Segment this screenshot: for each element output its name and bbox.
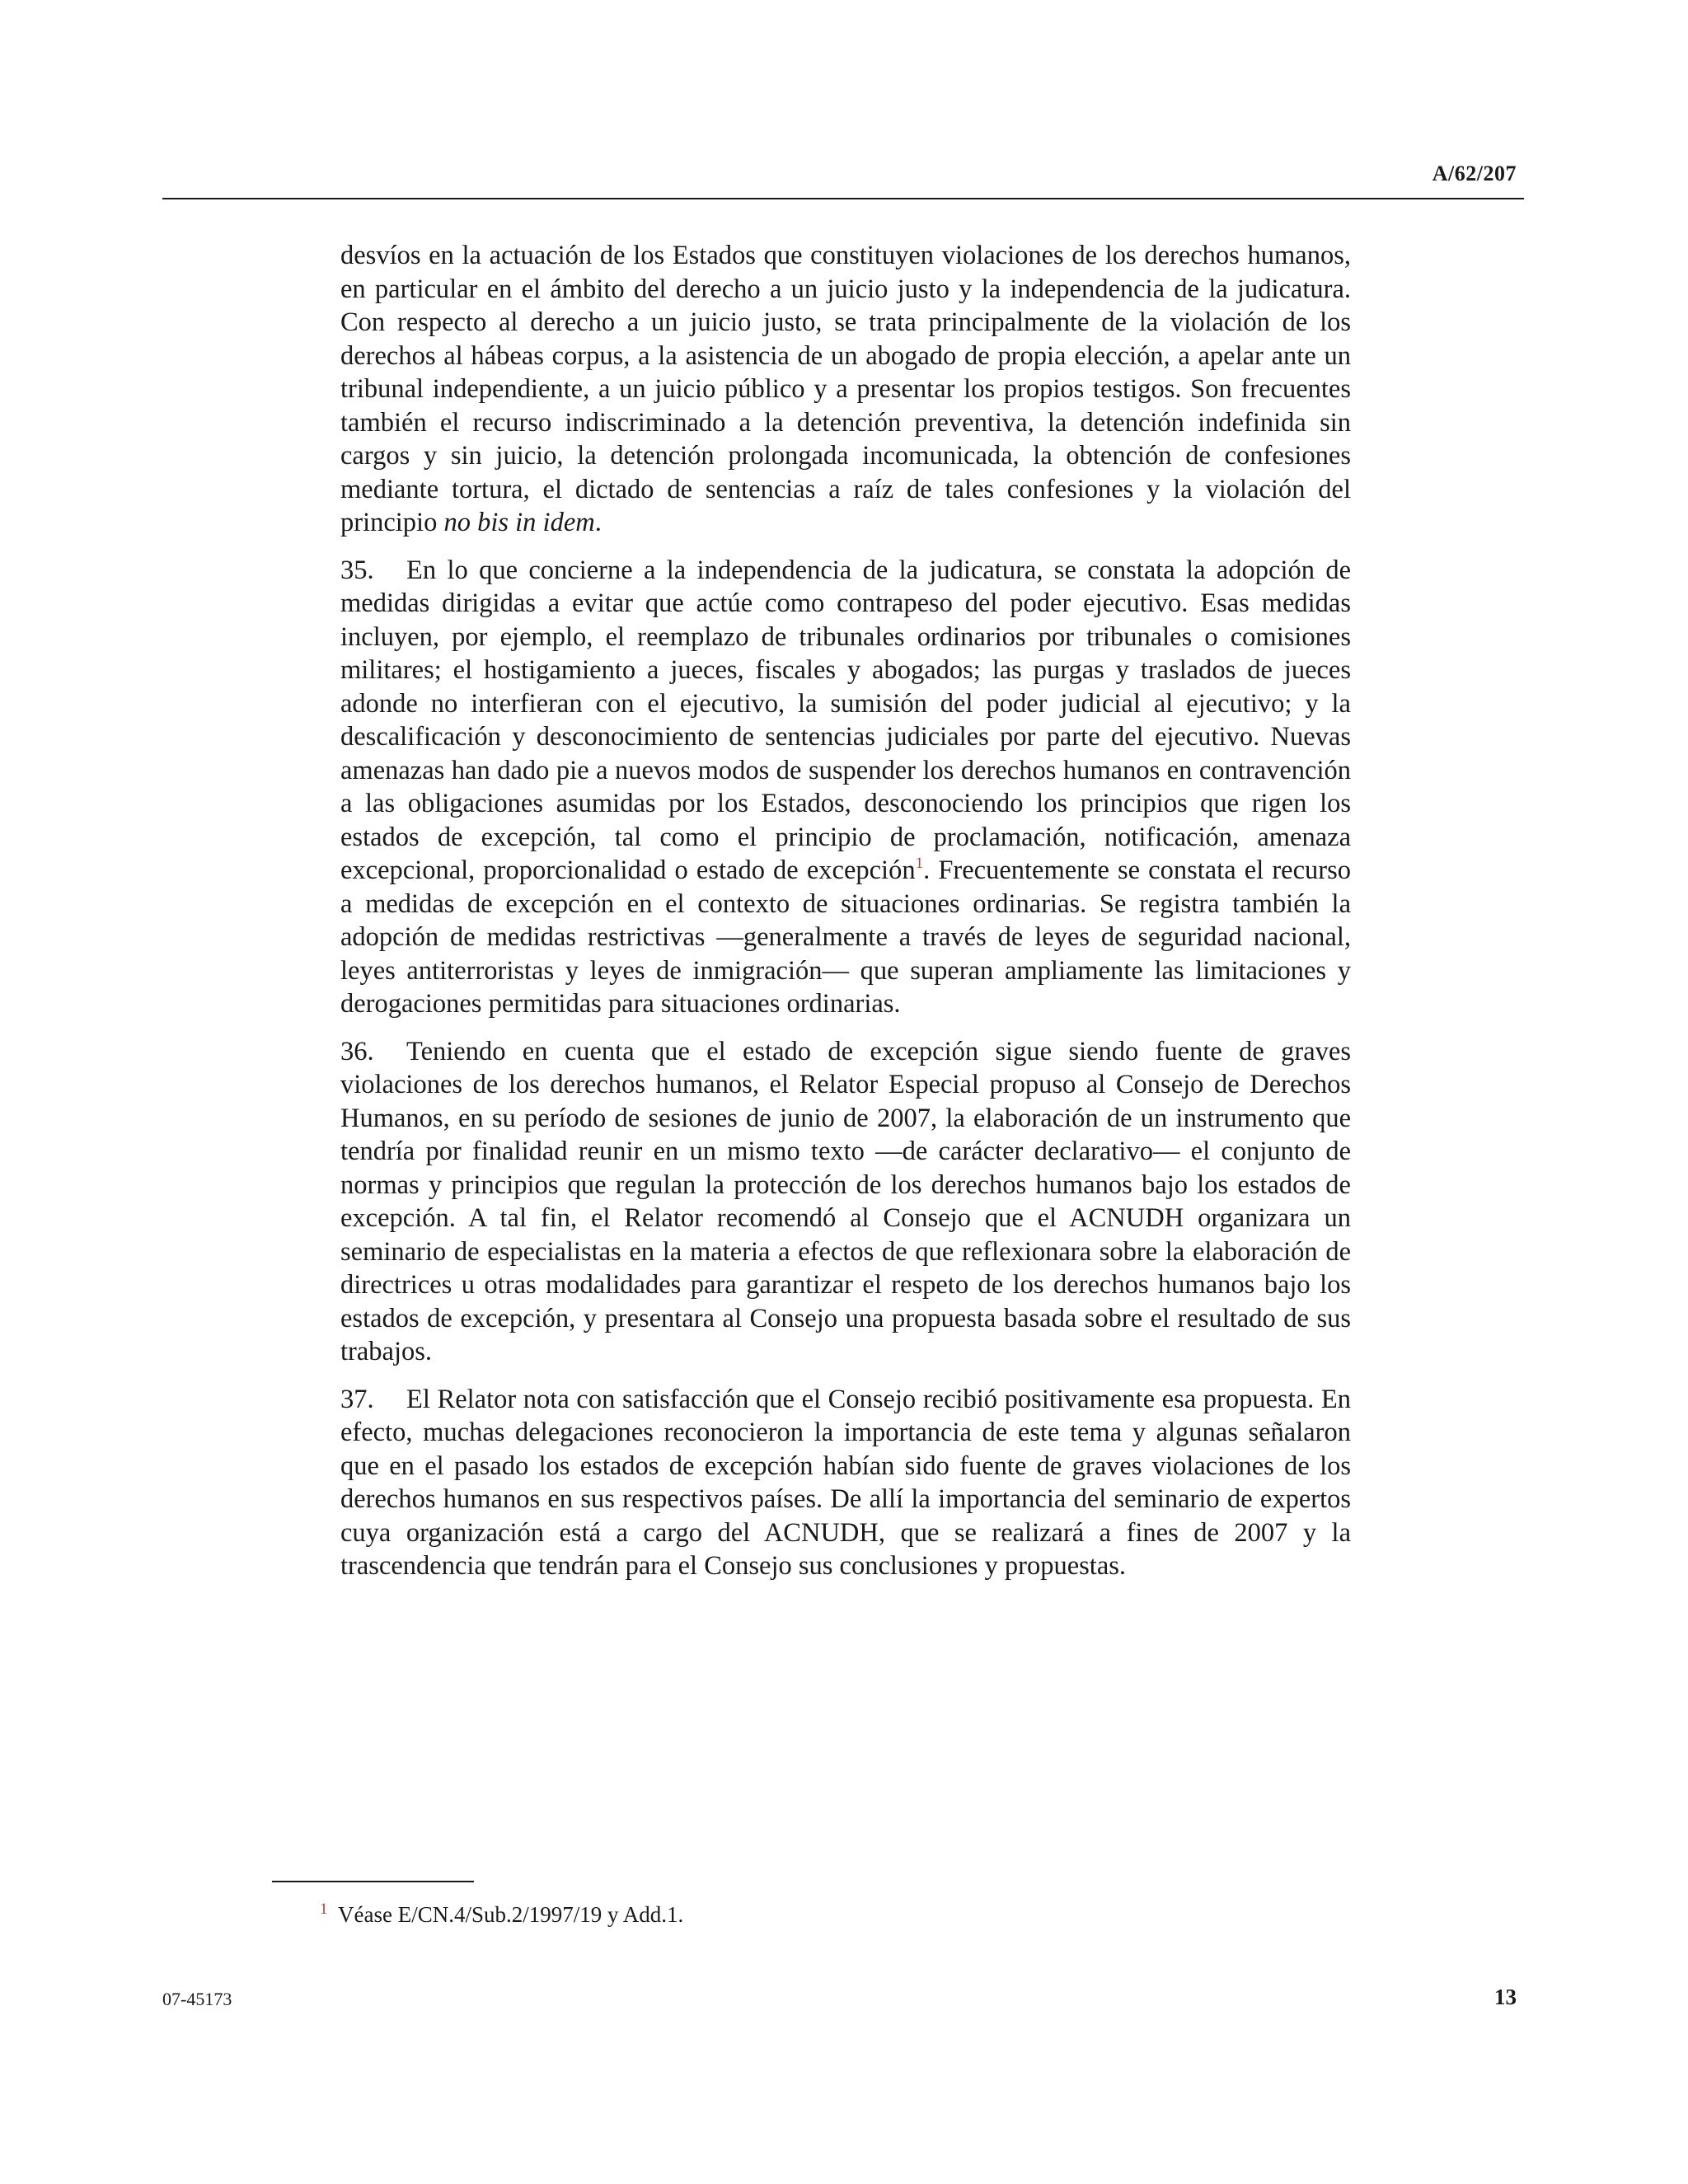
paragraph-number: 36.	[340, 1036, 374, 1066]
footnote-mark: 1	[320, 1900, 328, 1918]
paragraph-continued-text: desvíos en la actuación de los Estados que constituyen violaciones de los derechos humanos, en particular en el ámbito del derecho a un juicio justo y la independencia de la judicatura. Con respecto al derecho a un juicio justo, se trata principalmente de la violación de los derechos al hábeas corpus, a la asistencia de un abogado de propia elección, a apelar ante un tribunal independiente, a un juicio público y a presentar los propios testigos. Son frecuentes también el recurso indiscriminado a la detención preventiva, la detención indefinida sin cargos y sin juicio, la detención prolongada incomunicada, la obtención de confesiones mediante tortura, el dictado de sentencias a raíz de tales confesiones y la violación del principio	[340, 241, 1351, 537]
footnote-divider	[272, 1881, 474, 1882]
footnote	[320, 1896, 683, 1929]
paragraph-36	[340, 1035, 1351, 1369]
paragraph-36-text: Teniendo en cuenta que el estado de excepción sigue siendo fuente de graves violaciones de los derechos humanos, el Relator Especial propuso al Consejo de Derechos Humanos, en su período de sesiones de junio de 2007, la elaboración de un instrumento que tendría por finalidad reunir en un mismo texto —de carácter declarativo— el conjunto de normas y principios que regulan la protección de los derechos humanos bajo los estados de excepción. A tal fin, el Relator recomendó al Consejo que el ACNUDH organizara un seminario de especialistas en la materia a efectos de que reflexionara sobre la elaboración de directrices u otras modalidades para garantizar el respeto de los derechos humanos bajo los estados de excepción, y presentara al Consejo una propuesta basada sobre el resultado de sus trabajos.	[340, 1036, 1351, 1366]
page-number: 13	[1494, 1985, 1517, 2009]
paragraph-37-text: El Relator nota con satisfacción que el Consejo recibió positivamente esa propuesta. En efecto, muchas delegaciones reconocieron la importancia de este tema y algunas señalaron que en el pasado los estados de excepción habían sido fuente de graves violaciones de los derechos humanos en sus respectivos países. De allí la importancia del seminario de expertos cuya organización está a cargo del ACNUDH, que se realizará a fines de 2007 y la trascendencia que tendrán para el Consejo sus conclusiones y propuestas.	[340, 1384, 1351, 1581]
paragraph-number: 35.	[340, 555, 374, 585]
paragraph-continued-end: .	[594, 508, 602, 537]
footnote-reference-link[interactable]: 1	[915, 855, 924, 872]
document-code: 07-45173	[162, 1989, 232, 2009]
paragraph-37	[340, 1383, 1351, 1583]
main-text	[340, 239, 1351, 1597]
latin-phrase: no bis in idem	[443, 508, 595, 537]
paragraph-35-text-b: . Frecuentemente se constata el recurso a medidas de excepción en el contexto de situaciones ordinarias. Se registra también la adopción de medidas restrictivas —generalmente a través de leyes de seguridad nacional, leyes antiterroristas y leyes de inmigración— que superan ampliamente las limitaciones y derogaciones permitidas para situaciones ordinarias.	[340, 855, 1351, 1019]
paragraph-35	[340, 554, 1351, 1021]
footnote-text: Véase E/CN.4/Sub.2/1997/19 y Add.1.	[338, 1902, 684, 1927]
header-divider	[162, 198, 1524, 199]
paragraph-35-text-a: En lo que concierne a la independencia de la judicatura, se constata la adopción de medidas dirigidas a evitar que actúe como contrapeso del poder ejecutivo. Esas medidas incluyen, por ejemplo, el reemplazo de tribunales ordinarios por tribunales o comisiones militares; el hostigamiento a jueces, fiscales y abogados; las purgas y traslados de jueces adonde no interfieran con el ejecutivo, la sumisión del poder judicial al ejecutivo; y la descalificación y desconocimiento de sentencias judiciales por parte del ejecutivo. Nuevas amenazas han dado pie a nuevos modos de suspender los derechos humanos en contravención a las obligaciones asumidas por los Estados, desconociendo los principios que rigen los estados de excepción, tal como el principio de proclamación, notificación, amenaza excepcional, proporcionalidad o estado de excepción	[340, 555, 1351, 885]
document-symbol: A/62/207	[1432, 162, 1517, 185]
paragraph-number: 37.	[340, 1384, 374, 1414]
paragraph-continued	[340, 239, 1351, 540]
